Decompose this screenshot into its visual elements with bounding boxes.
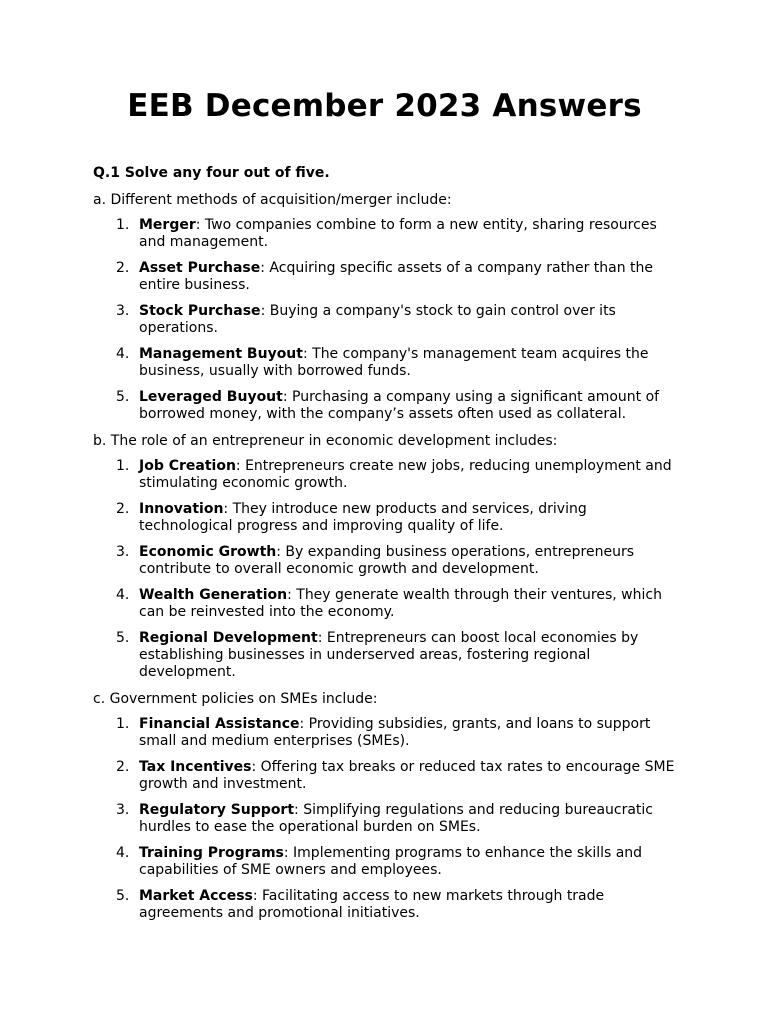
item-number: 1.	[116, 716, 130, 732]
list-item	[93, 260, 676, 294]
item-description: : They generate wealth through their ventures, which can be reinvested into the economy.	[139, 587, 662, 620]
item-term: Wealth Generation	[139, 587, 288, 603]
item-number: 1.	[116, 458, 130, 474]
item-number: 3.	[116, 303, 130, 319]
item-description: : Buying a company's stock to gain control over its operations.	[139, 303, 616, 336]
item-number: 1.	[116, 217, 130, 233]
item-term: Regulatory Support	[139, 802, 295, 818]
section-intro: c. Government policies on SMEs include:	[93, 691, 378, 707]
question-heading: Q.1 Solve any four out of five.	[93, 165, 330, 181]
item-number: 4.	[116, 346, 130, 362]
item-description: : The company's management team acquires the business, usually with borrowed funds.	[139, 346, 649, 379]
item-description: : Entrepreneurs can boost local economies by establishing businesses in underserved areas, fostering regional development.	[139, 630, 639, 680]
list-item	[93, 303, 676, 337]
item-number: 3.	[116, 802, 130, 818]
list-item	[93, 346, 676, 380]
item-term: Economic Growth	[139, 544, 277, 560]
item-term: Market Access	[139, 888, 253, 904]
item-number: 2.	[116, 759, 130, 775]
item-description: : Purchasing a company using a significant amount of borrowed money, with the company’s assets often used as collateral.	[139, 389, 660, 422]
item-number: 4.	[116, 845, 130, 861]
item-term: Training Programs	[139, 845, 284, 861]
answer-section	[93, 432, 676, 681]
item-term: Job Creation	[139, 458, 236, 474]
list-item	[93, 845, 676, 879]
item-number: 5.	[116, 630, 130, 646]
list-item	[93, 389, 676, 423]
list-item	[93, 458, 676, 492]
item-term: Tax Incentives	[139, 759, 252, 775]
list-item	[93, 802, 676, 836]
item-description: : By expanding business operations, entrepreneurs contribute to overall economic growth and development.	[139, 544, 634, 577]
item-description: : Providing subsidies, grants, and loans to support small and medium enterprises (SMEs).	[139, 716, 651, 749]
document-title: EEB December 2023 Answers	[127, 88, 642, 124]
item-number: 5.	[116, 888, 130, 904]
item-term: Innovation	[139, 501, 224, 517]
item-description: : Offering tax breaks or reduced tax rates to encourage SME growth and investment.	[139, 759, 675, 792]
item-description: : Two companies combine to form a new entity, sharing resources and management.	[139, 217, 657, 250]
list-item	[93, 501, 676, 535]
item-description: : Simplifying regulations and reducing bureaucratic hurdles to ease the operational burden on SMEs.	[139, 802, 654, 835]
item-term: Leveraged Buyout	[139, 389, 283, 405]
list-item	[93, 716, 676, 750]
item-number: 2.	[116, 260, 130, 276]
item-term: Regional Development	[139, 630, 318, 646]
item-number: 2.	[116, 501, 130, 517]
list-item	[93, 544, 676, 578]
item-number: 3.	[116, 544, 130, 560]
answer-section	[93, 191, 676, 423]
item-term: Merger	[139, 217, 196, 233]
list-item	[93, 888, 676, 922]
item-description: : Entrepreneurs create new jobs, reducing unemployment and stimulating economic growth.	[139, 458, 672, 491]
numbered-list	[93, 716, 676, 922]
section-intro: a. Different methods of acquisition/merger include:	[93, 192, 452, 208]
numbered-list	[93, 217, 676, 423]
item-description: : Facilitating access to new markets through trade agreements and promotional initiatives.	[139, 888, 605, 921]
item-number: 4.	[116, 587, 130, 603]
list-item	[93, 630, 676, 681]
list-item	[93, 587, 676, 621]
numbered-list	[93, 458, 676, 681]
item-term: Asset Purchase	[139, 260, 261, 276]
list-item	[93, 759, 676, 793]
item-term: Financial Assistance	[139, 716, 300, 732]
item-term: Stock Purchase	[139, 303, 261, 319]
item-description: : Implementing programs to enhance the skills and capabilities of SME owners and employees.	[139, 845, 643, 878]
answer-sections	[93, 191, 676, 922]
section-intro: b. The role of an entrepreneur in economic development includes:	[93, 433, 558, 449]
answer-section	[93, 690, 676, 922]
item-number: 5.	[116, 389, 130, 405]
item-description: : They introduce new products and services, driving technological progress and improving quality of life.	[139, 501, 587, 534]
item-term: Management Buyout	[139, 346, 303, 362]
list-item	[93, 217, 676, 251]
item-description: : Acquiring specific assets of a company rather than the entire business.	[139, 260, 654, 293]
